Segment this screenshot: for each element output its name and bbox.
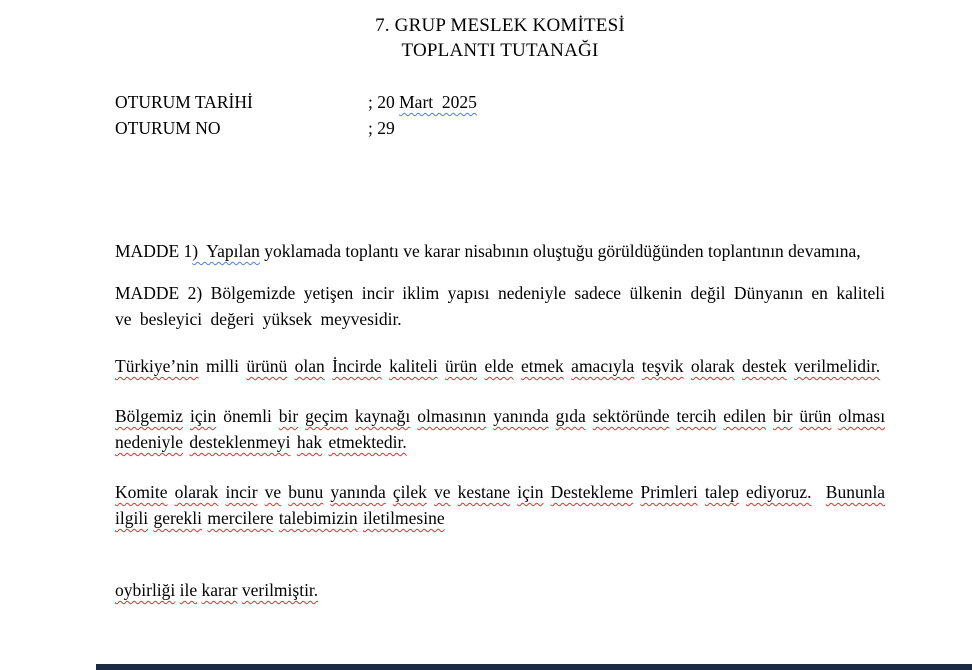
misspelled-word: gerekli <box>153 508 203 528</box>
misspelled-word: desteklenmeyi <box>189 432 291 452</box>
misspelled-word: Bölgemiz <box>115 406 184 426</box>
misspelled-word: ürünü <box>246 356 288 376</box>
misspelled-word: amacıyla <box>571 356 635 376</box>
misspelled-word: ediyoruz. <box>745 482 812 502</box>
document-title-line2: TOPLANTI TUTANAĞI <box>401 40 599 61</box>
misspelled-word: etmek <box>521 356 564 376</box>
paragraph-karar <box>115 577 885 603</box>
misspelled-word: gıda <box>555 406 586 426</box>
grammar-flagged-text: Mart 2025 <box>399 92 477 112</box>
misspelled-word: ve <box>264 482 282 502</box>
misspelled-word: olarak <box>690 356 735 376</box>
paragraphs-container <box>115 238 885 603</box>
misspelled-word: talep <box>704 482 739 502</box>
misspelled-word: için <box>517 482 544 502</box>
misspelled-word: verilmelidir. <box>794 356 881 376</box>
misspelled-word: ve <box>434 482 451 502</box>
misspelled-word: hak <box>296 432 323 452</box>
misspelled-word: yanında <box>330 482 386 502</box>
misspelled-word: verilmiştir. <box>241 580 319 600</box>
misspelled-word: etmektedir. <box>328 432 407 452</box>
misspelled-word: destek <box>742 356 787 376</box>
misspelled-word: sektöründe <box>592 406 670 426</box>
session-row <box>115 89 885 115</box>
session-row-label: OTURUM NO <box>115 118 221 138</box>
misspelled-word: İncirde <box>332 356 382 376</box>
misspelled-word: Primleri <box>640 482 698 502</box>
misspelled-word: elde <box>484 356 514 376</box>
misspelled-word: nedeniyle <box>115 432 184 452</box>
misspelled-word: olması <box>838 406 886 426</box>
paragraph-madde-1: MADDE 1) Yapılan yoklamada toplantı ve karar nisabının oluştuğu görüldüğünden toplantının devamına, <box>115 241 861 261</box>
misspelled-word: için <box>190 406 217 426</box>
misspelled-word: kaynağı <box>354 406 411 426</box>
paragraph-destek: Bölgemiz için önemli bir geçim kaynağı olmasının yanında gıda sektöründe tercih edilen bir ürün olması nedeniyle desteklenmeyi hak etmektedir. <box>115 406 886 452</box>
grammar-flagged-text: ) Yapılan <box>192 241 260 261</box>
misspelled-word: karar <box>201 580 238 600</box>
document-title <box>115 13 885 63</box>
misspelled-word: mercilere <box>207 508 274 528</box>
misspelled-word: kestane <box>457 482 511 502</box>
misspelled-word: Türkiye’nin <box>115 356 199 376</box>
misspelled-word: edilen <box>723 406 766 426</box>
paragraph-tesvik: Türkiye’nin milli ürünü olan İncirde kaliteli ürün elde etmek amacıyla teşvik olarak destek verilmelidir. <box>115 356 881 376</box>
document-title-line1: 7. GRUP MESLEK KOMİTESİ <box>375 15 625 36</box>
misspelled-word: incir <box>225 482 258 502</box>
paragraph-komite <box>115 479 885 531</box>
misspelled-word: bir <box>772 406 793 426</box>
misspelled-word: Bununla <box>825 482 886 502</box>
document-content <box>0 13 972 603</box>
misspelled-word: bunu <box>288 482 324 502</box>
session-row-label: OTURUM TARİHİ <box>115 92 253 112</box>
misspelled-word: ürün <box>445 356 478 376</box>
misspelled-word: geçim <box>305 406 348 426</box>
misspelled-word: iletilmesine <box>362 508 445 528</box>
misspelled-word: bir <box>278 406 299 426</box>
misspelled-word: talebimizin <box>278 508 358 528</box>
misspelled-word: çilek <box>392 482 427 502</box>
misspelled-word: oybirliği <box>115 580 176 600</box>
misspelled-word: ilgili <box>115 508 149 528</box>
misspelled-word: olmasının <box>417 406 487 426</box>
misspelled-word: olan <box>294 356 325 376</box>
misspelled-word: teşvik <box>641 356 684 376</box>
session-row-value: ; 20 Mart 2025 <box>368 92 477 112</box>
paragraph-madde-2: MADDE 2) Bölgemizde yetişen incir iklim yapısı nedeniyle sadece ülkenin değil Dünyanın en kaliteli ve besleyici değeri yüksek meyvesidir. <box>115 283 885 329</box>
misspelled-word: tercih <box>676 406 717 426</box>
misspelled-word: ürün <box>799 406 832 426</box>
session-row <box>115 115 885 141</box>
session-row-value: ; 29 <box>368 118 395 138</box>
misspelled-word: ile <box>179 580 198 600</box>
misspelled-word: yanında <box>493 406 549 426</box>
session-info <box>115 89 885 141</box>
misspelled-word: olarak <box>174 482 219 502</box>
misspelled-word: Destekleme <box>550 482 634 502</box>
misspelled-word: Komite <box>115 482 168 502</box>
misspelled-word: kaliteli <box>389 356 438 376</box>
bottom-window-edge <box>96 664 972 670</box>
